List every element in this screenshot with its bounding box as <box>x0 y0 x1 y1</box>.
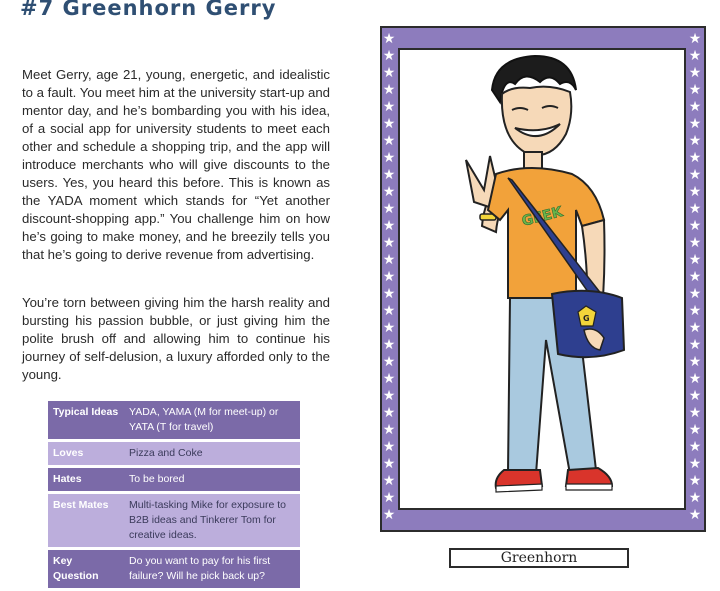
page-title: #7 Greenhorn Gerry <box>20 0 277 20</box>
profile-row-hates <box>48 468 300 491</box>
greenhorn-illustration <box>400 50 684 508</box>
profile-table <box>48 398 300 591</box>
bag-badge: G <box>583 314 590 323</box>
dilemma-paragraph: You’re torn between giving him the harsh reality and bursting his passion bubble, or just giving him the polite brush off and allowing him to continue his journey of self-delusion, a luxury afforded only to the young. <box>22 295 330 382</box>
star-border-right: ★ ★ ★ ★ ★ ★ ★ ★ ★ ★ ★ ★ ★ ★ ★ ★ ★ ★ ★ ★ ★ ★ ★ ★ ★ ★ ★ ★ ★ <box>688 30 702 522</box>
profile-value: Do you want to pay for his first failure? Will he pick back up? <box>124 550 300 588</box>
profile-value: YADA, YAMA (M for meet-up) or YATA (T for travel) <box>124 401 300 439</box>
profile-label: Typical Ideas <box>48 401 124 439</box>
profile-value: To be bored <box>124 468 300 491</box>
profile-value: Pizza and Coke <box>124 442 300 465</box>
intro-paragraph: Meet Gerry, age 21, young, energetic, and idealistic to a fault. You meet him at the university start-up and mentor day, and he’s bombarding you with his idea, of a social app for university students to meet each other and schedule a shopping trip, and the app will introduce merchants who will give discounts to the users. Yes, you heard this before. This is known as the YADA moment which stands for “Yet another discount-shopping app.” You challenge him on how he’s going to make money, and he breezily tells you that he’s going to derive revenue from advertising. <box>22 67 330 262</box>
profile-row-loves <box>48 442 300 465</box>
star-border-left: ★ ★ ★ ★ ★ ★ ★ ★ ★ ★ ★ ★ ★ ★ ★ ★ ★ ★ ★ ★ ★ ★ ★ ★ ★ ★ ★ ★ ★ <box>382 30 396 522</box>
profile-row-key-question <box>48 550 300 588</box>
card-caption: Greenhorn <box>449 548 629 568</box>
profile-label: Loves <box>48 442 124 465</box>
profile-row-typical-ideas <box>48 401 300 439</box>
shirt-logo: GEEK <box>520 204 565 230</box>
profile-value: Multi-tasking Mike for exposure to B2B ideas and Tinkerer Tom for creative ideas. <box>124 494 300 547</box>
profile-label: Best Mates <box>48 494 124 547</box>
profile-label: Hates <box>48 468 124 491</box>
profile-row-best-mates <box>48 494 300 547</box>
profile-label: Key Question <box>48 550 124 588</box>
